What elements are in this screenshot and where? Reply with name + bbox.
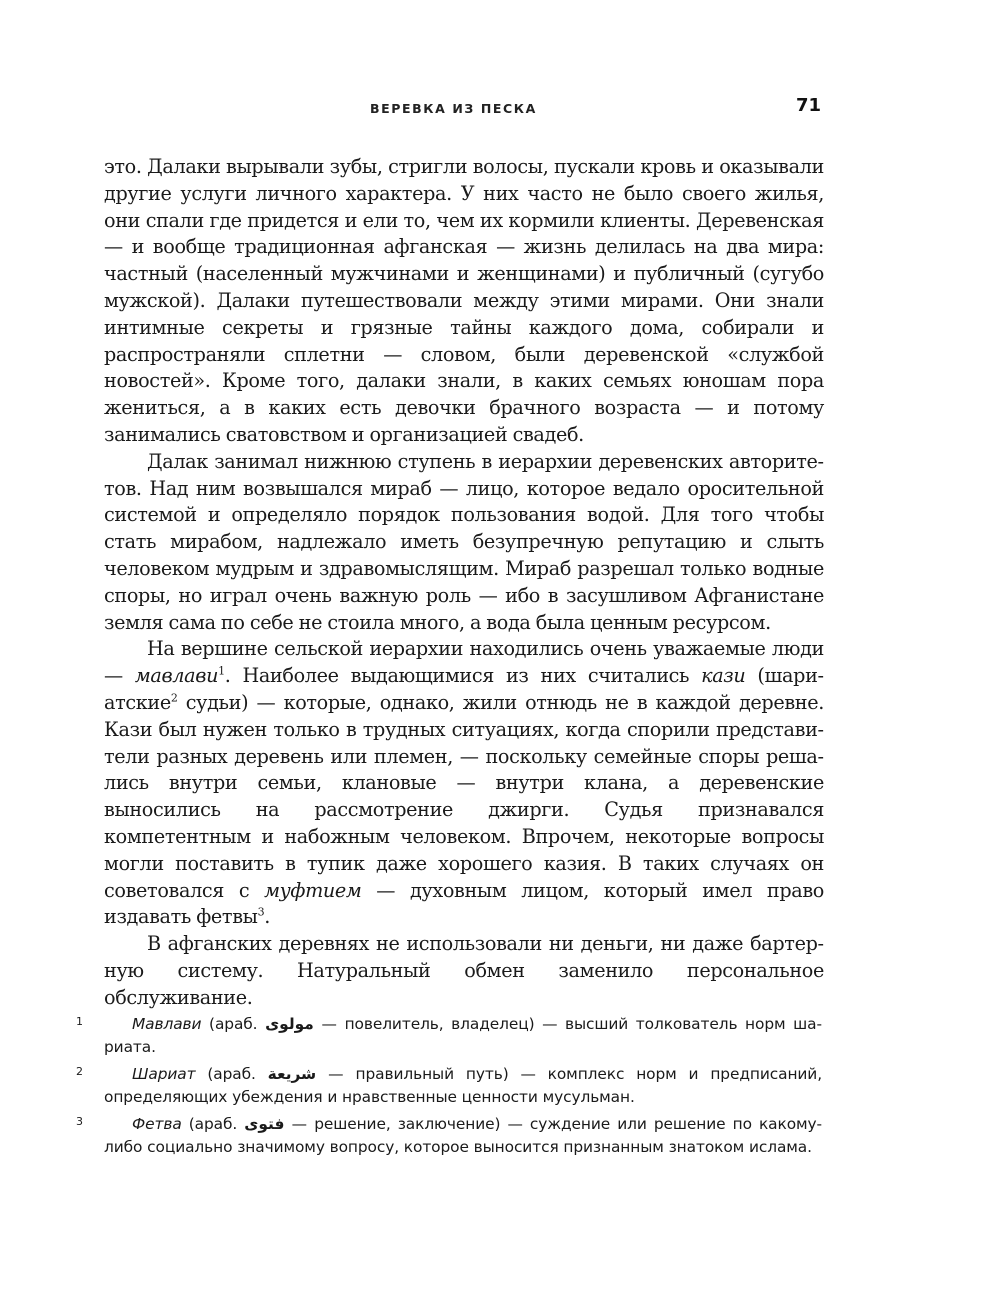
footnotes xyxy=(76,1013,822,1163)
footnote-ref-1[interactable]: 1 xyxy=(218,664,225,678)
arabic-word: مولوى xyxy=(265,1015,314,1033)
text-run: . xyxy=(264,905,270,929)
term-muftiem: муфтием xyxy=(264,878,362,902)
footnote-text: — повелитель, владелец) — высший толкователь норм шариата. xyxy=(104,1015,822,1056)
footnote-text: (араб. xyxy=(201,1015,266,1033)
footnote-number: 3 xyxy=(76,1115,83,1128)
page-number: 71 xyxy=(795,95,821,116)
footnote-number: 1 xyxy=(76,1015,83,1028)
arabic-word: فتوى xyxy=(244,1115,285,1133)
term-kazi: кази xyxy=(701,664,746,688)
footnote-number: 2 xyxy=(76,1065,83,1078)
text-run: — духовным лицом, который имел право издавать фетвы xyxy=(104,878,824,929)
text-run: На вершине сельской иерархии находились очень уважаемые люди — xyxy=(104,637,824,688)
footnote-text: — решение, заключение) — суждение или решение по какому-либо социально значимому вопросу, которое выносится признанным знатоком ислама. xyxy=(104,1115,822,1156)
paragraph-2: Далак занимал нижнюю ступень в иерархии деревенских авторитетов. Над ним возвышался мираб — лицо, которое ведало оросительной системой и определяло порядок пользования водой. Для того чтобы стать мирабом, надлежало иметь безупречную репутацию и слыть человеком мудрым и здравомыслящим. Мираб разрешал только водные споры, но играл очень важную роль — ибо в засушливом Афганистане земля сама по себе не стоила много, а вода была ценным ресурсом. xyxy=(104,449,824,634)
footnote-term: Фетва xyxy=(132,1115,182,1133)
paragraph-4: В афганских деревнях не использовали ни деньги, ни даже бартерную систему. Натуральный обмен заменило персональное обслуживание. xyxy=(104,932,824,1009)
text-run: судьи) — которые, однако, жили отнюдь не в каждой деревне. Кази был нужен только в трудных ситуациях, когда спорили представители разных деревень или племен, — поскольку семейные споры решались внутри семьи, клановые — внутри клана, а деревенские выносились на рассмотрение джирги. Судья признавался компетентным и набожным человеком. Впрочем, некоторые вопросы могли поставить в тупик даже хорошего казия. В таких случаях он советовался с xyxy=(104,690,824,902)
arabic-word: شريعة xyxy=(267,1065,317,1083)
footnote-ref-3[interactable]: 3 xyxy=(257,905,265,919)
footnote-ref-2[interactable]: 2 xyxy=(170,691,178,705)
footnote-text: (араб. xyxy=(195,1065,268,1083)
footnote-term: Мавлави xyxy=(132,1015,202,1033)
footnote-3 xyxy=(76,1113,822,1159)
footnote-1 xyxy=(76,1013,822,1059)
footnote-term: Шариат xyxy=(132,1065,196,1083)
footnote-text: — правильный путь) — комплекс норм и предписаний, определяющих убеждения и нравственные ценности мусульман. xyxy=(104,1065,822,1106)
paragraph-1: это. Далаки вырывали зубы, стригли волосы, пускали кровь и оказывали другие услуги личного характера. У них часто не было своего жилья, они спали где придется и ели то, чем их кормили клиенты. Деревенская — и вообще традиционная афганская — жизнь делилась на два мира: частный (населенный мужчинами и женщинами) и публичный (сугубо мужской). Далаки путешествовали между этими мирами. Они знали интимные секреты и грязные тайны каждого дома, собирали и распространяли сплетни — словом, были деревенской «службой новостей». Кроме того, далаки знали, в каких семьях юношам пора жениться, а в каких есть девочки брачного возраста — и потому занимались сватовством и организацией свадеб. xyxy=(104,155,824,446)
paragraph-3 xyxy=(104,636,824,931)
term-mavlavi: мавлави xyxy=(134,664,219,688)
running-title: ВЕРЕВКА ИЗ ПЕСКА xyxy=(370,101,537,116)
text-run: . Наиболее выдающимися из них считались xyxy=(224,664,702,688)
text-run: (шариатские xyxy=(104,664,824,714)
footnote-text: (араб. xyxy=(181,1115,245,1133)
footnote-2 xyxy=(76,1063,822,1109)
main-text xyxy=(104,154,824,1012)
